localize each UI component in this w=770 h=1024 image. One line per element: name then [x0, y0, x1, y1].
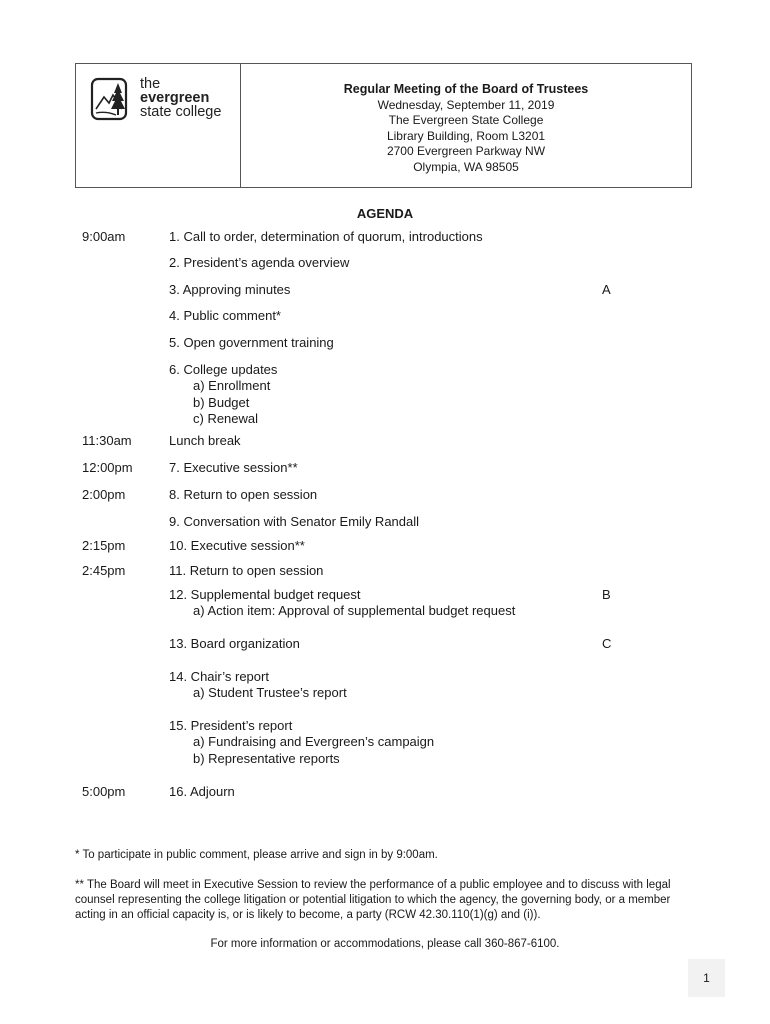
time-9am: 9:00am [82, 229, 126, 244]
agenda-item-1: 1. Call to order, determination of quorum, introductions [169, 229, 483, 244]
agenda-item-16: 16. Adjourn [169, 784, 235, 799]
contact-line: For more information or accommodations, please call 360-867-6100. [210, 938, 560, 950]
agenda-item-2: 2. President’s agenda overview [169, 255, 350, 270]
footnote-public-comment: * To participate in public comment, please arrive and sign in by 9:00am. [75, 849, 438, 861]
agenda-item-10: 10. Executive session** [169, 538, 305, 553]
agenda-item-12a: a) Action item: Approval of supplemental budget request [193, 603, 516, 618]
meeting-title: Regular Meeting of the Board of Trustees [343, 82, 589, 96]
time-12pm: 12:00pm [82, 460, 133, 475]
time-5pm: 5:00pm [82, 784, 126, 799]
footnote-executive-session: ** The Board will meet in Executive Session to review the performance of a public employee and to discuss with legal counsel representing the college litigation or potential litigation to which the agency, the governing body, or a member acting in an official capacity is, or is likely to become, a party (RCW 42.30.110(1)(g) and (i)). [75, 879, 671, 921]
attachment-b: B [602, 587, 611, 602]
agenda-item-15b: b) Representative reports [193, 751, 340, 766]
agenda-item-15a: a) Fundraising and Evergreen’s campaign [193, 734, 435, 749]
agenda-item-6: 6. College updates [169, 362, 278, 377]
time-2pm: 2:00pm [82, 487, 126, 502]
meeting-street: 2700 Evergreen Parkway NW [386, 144, 546, 158]
attachment-c: C [602, 636, 612, 651]
logo-line-evergreen: evergreen [140, 90, 210, 106]
agenda-heading: AGENDA [356, 206, 414, 221]
logo-cell [76, 64, 241, 187]
header-box [75, 63, 692, 188]
agenda-item-12: 12. Supplemental budget request [169, 587, 361, 602]
agenda-item-14a: a) Student Trustee’s report [193, 685, 347, 700]
time-215pm: 2:15pm [82, 538, 126, 553]
meeting-date: Wednesday, September 11, 2019 [377, 97, 555, 112]
agenda-item-11: 11. Return to open session [169, 563, 324, 578]
agenda-item-13: 13. Board organization [169, 636, 300, 651]
time-245pm: 2:45pm [82, 563, 126, 578]
meeting-room: Library Building, Room L3201 [386, 128, 546, 143]
agenda-item-15: 15. President’s report [169, 718, 293, 733]
meeting-info [241, 82, 691, 175]
agenda-item-14: 14. Chair’s report [169, 669, 269, 684]
agenda-item-6a: a) Enrollment [193, 378, 271, 393]
agenda-item-5: 5. Open government training [169, 335, 334, 350]
agenda-lunch: Lunch break [169, 433, 241, 448]
logo-line-the: the [140, 76, 161, 92]
agenda-item-3: 3. Approving minutes [169, 282, 291, 297]
evergreen-logo-icon [90, 75, 130, 123]
page-number: 1 [688, 959, 725, 997]
logo-line-state-college: state college [140, 104, 222, 120]
agenda-item-6c: c) Renewal [193, 411, 259, 426]
agenda-item-7: 7. Executive session** [169, 460, 298, 475]
time-1130am: 11:30am [82, 433, 132, 448]
attachment-a: A [602, 282, 611, 297]
agenda-item-4: 4. Public comment* [169, 308, 281, 323]
meeting-city: Olympia, WA 98505 [413, 159, 519, 174]
agenda-item-9: 9. Conversation with Senator Emily Randall [169, 514, 420, 529]
logo-wordmark [140, 77, 221, 119]
agenda-item-6b: b) Budget [193, 395, 250, 410]
agenda-item-8: 8. Return to open session [169, 487, 318, 502]
meeting-institution: The Evergreen State College [388, 113, 544, 127]
